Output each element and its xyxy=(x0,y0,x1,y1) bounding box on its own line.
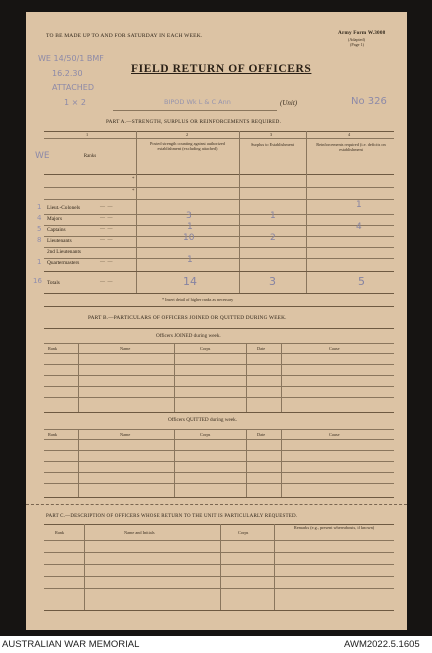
col-header-surplus: Surplus to Establishment xyxy=(251,142,294,147)
quitted-col-date: Date xyxy=(257,432,266,437)
part-c-heading: PART C.—DESCRIPTION OF OFFICERS WHOSE RETURN TO THE UNIT IS PARTICULARLY REQUESTED. xyxy=(46,514,298,519)
col-number-2: 2 xyxy=(186,132,189,137)
handwritten-note-3: ATTACHED xyxy=(52,83,95,92)
surplus-totals: 3 xyxy=(269,275,276,288)
part-a-heading: PART A.—STRENGTH, SURPLUS OR REINFORCEMENTS REQUIRED. xyxy=(106,119,282,125)
part-c-col-remarks: Remarks (e.g., present whereabouts, if known) xyxy=(293,525,375,530)
joined-col-cause: Cause xyxy=(329,346,340,351)
rank-2nd-lieutenants: 2nd Lieutenants xyxy=(47,249,81,255)
col-header-reinforcements: Reinforcements required (i.e. deficits on establishment xyxy=(316,142,386,152)
col-number-3: 3 xyxy=(270,132,273,137)
joined-title: Officers JOINED during week. xyxy=(156,333,221,339)
joined-col-date: Date xyxy=(257,346,266,351)
rank-lieutenants: Lieutenants xyxy=(47,238,72,244)
reinforcements-captains: 4 xyxy=(356,222,362,232)
part-c-col-corps: Corps xyxy=(238,530,249,535)
margin-mark-captains: 5 xyxy=(37,225,42,233)
footer-institution: AUSTRALIAN WAR MEMORIAL xyxy=(2,639,140,650)
col-number-4: 4 xyxy=(348,132,351,137)
form-title: FIELD RETURN OF OFFICERS xyxy=(131,63,312,75)
handwritten-we: WE xyxy=(35,151,50,161)
part-a-footnote: * Insert detail of higher ranks as necessary xyxy=(162,297,234,302)
col-header-ranks: Ranks xyxy=(83,154,97,159)
posted-totals: 14 xyxy=(183,275,197,288)
rank-totals: Totals xyxy=(47,280,60,286)
joined-col-name: Name xyxy=(120,346,131,351)
rank-quartermasters: Quartermasters xyxy=(47,260,80,266)
part-c-col-rank: Rank xyxy=(55,530,65,535)
posted-lieutenants: 10 xyxy=(183,233,195,243)
rank-captains: Captains xyxy=(47,227,66,233)
part-b-heading: PART B.—PARTICULARS OF OFFICERS JOINED OR QUITTED DURING WEEK. xyxy=(88,315,287,321)
handwritten-note-2: 16.2.30 xyxy=(52,69,83,78)
margin-mark-totals: 16 xyxy=(33,277,42,285)
quitted-col-corps: Corps xyxy=(200,432,211,437)
archive-footer xyxy=(0,636,432,653)
margin-mark-lieutenants: 8 xyxy=(37,236,42,244)
rank-majors: Majors xyxy=(47,216,63,222)
col-header-posted: Posted strength counting against authorized establishment (excluding attached) xyxy=(150,141,225,151)
posted-quartermasters: 1 xyxy=(187,255,193,265)
unit-label: (Unit) xyxy=(280,99,298,107)
margin-mark-majors: 4 xyxy=(37,214,42,222)
footer-accession-number: AWM2022.5.1605 xyxy=(344,639,420,650)
perforation-line xyxy=(26,504,407,505)
surplus-majors: 1 xyxy=(270,211,276,221)
handwritten-note-1: WE 14/50/1 BMF xyxy=(38,54,104,63)
unit-handwritten: BIPOD Wk L & C Ann xyxy=(164,98,231,106)
quitted-col-rank: Rank xyxy=(48,432,58,437)
margin-mark-lieut-colonels: 1 xyxy=(37,203,42,211)
asterisk-row-2: * xyxy=(132,189,135,194)
joined-col-rank: Rank xyxy=(48,346,58,351)
quitted-col-name: Name xyxy=(120,432,131,437)
asterisk-row-1: * xyxy=(132,177,135,182)
handwritten-note-4: 1 × 2 xyxy=(64,98,86,107)
army-form-number: Army Form W.3008 xyxy=(338,30,386,36)
quitted-col-cause: Cause xyxy=(329,432,340,437)
army-form-adapted: (Adapted) xyxy=(348,37,365,42)
margin-mark-quartermasters: 1 xyxy=(37,258,42,266)
posted-majors: 3 xyxy=(186,211,192,221)
reinforcements-lieut-colonels: 1 xyxy=(356,200,362,210)
reinforcements-totals: 5 xyxy=(358,275,365,288)
part-c-col-name: Name and Initials xyxy=(124,530,155,535)
col-number-1: 1 xyxy=(86,132,89,137)
rank-lieut-colonels: Lieut.-Colonels xyxy=(47,205,81,211)
army-form-page: TO BE MADE UP TO AND FOR SATURDAY IN EACH WEEK. Army Form W.3008 (Adapted) (Page 1) WE 14/50/1 BMF 16.2.30 ATTACHED 1 × 2 FIELD RETURN OF OFFICERS BIPOD Wk L & C Ann (Unit) No 326 PART A.—STRENGTH, SURPLUS OR REINFORCEMENTS REQUIRED. 1 2 3 4 Ranks Posted strength counting against authorized establishment (excluding attached) Surplus to Establishment Reinforcements required (i.e. deficits on establishment WE * * Lieut.-Colonels Majors Captains Lieutenants 2nd Lieutenants Quartermasters Totals 1 4 5 8 1 16 — — — — — — — — — — — — 3 1 10 1 14 1 2 3 1 4 5 * Insert detail of higher ranks as necessary PART B.—PARTICULARS OF OFFICERS JOINED OR QUITTED DURING WEEK. Officers JOINED during week. Rank Name Corps Date Cause Officers QUITTED during week. Rank Name Corps Date Cause PART C.—DESCRIPTION OF OFFICERS WHOSE RETURN TO THE UNIT IS PARTICULARLY REQUESTED. Rank Name and Initials Corps Remarks (e.g., present whereabouts, if known) xyxy=(26,12,407,630)
posted-captains: 1 xyxy=(187,222,193,232)
return-number: No 326 xyxy=(351,96,387,107)
quitted-title: Officers QUITTED during week. xyxy=(168,417,238,423)
header-instruction: TO BE MADE UP TO AND FOR SATURDAY IN EACH WEEK. xyxy=(46,33,203,39)
surplus-lieutenants: 2 xyxy=(270,233,276,243)
army-form-page-number: (Page 1) xyxy=(350,42,365,47)
joined-col-corps: Corps xyxy=(200,346,211,351)
